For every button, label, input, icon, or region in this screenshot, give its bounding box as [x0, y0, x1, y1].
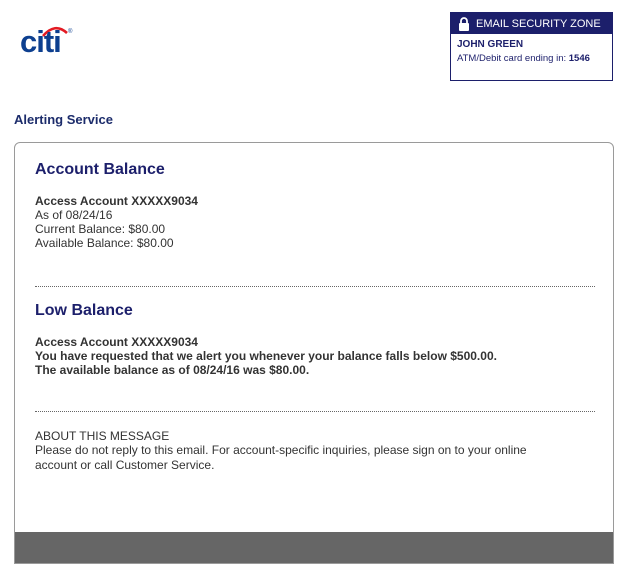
low-balance-body	[35, 335, 595, 377]
citi-logo	[20, 24, 80, 64]
low-balance-available: The available balance as of 08/24/16 was $80.00.	[35, 363, 310, 377]
low-balance-threshold: You have requested that we alert you whenever your balance falls below $500.00.	[35, 349, 497, 363]
card-ending-label: ATM/Debit card ending in:	[457, 53, 569, 64]
account-balance-section	[35, 161, 595, 250]
low-balance-title: Low Balance	[35, 302, 133, 319]
current-balance: Current Balance: $80.00	[35, 222, 166, 236]
alert-panel	[14, 142, 614, 564]
section-divider	[35, 411, 595, 412]
account-balance-title: Account Balance	[35, 161, 165, 178]
account-balance-body	[35, 194, 595, 250]
customer-name: JOHN GREEN	[457, 39, 524, 50]
low-balance-account: Access Account XXXXX9034	[35, 335, 198, 349]
about-line-2: account or call Customer Service.	[35, 458, 215, 472]
security-zone-title: EMAIL SECURITY ZONE	[476, 17, 601, 30]
section-divider	[35, 286, 595, 287]
card-ending	[451, 50, 612, 64]
about-section	[35, 429, 595, 473]
footer-bar	[15, 532, 613, 563]
low-balance-section	[35, 302, 595, 377]
card-last4: 1546	[568, 53, 590, 64]
logo-registered-mark: ®	[68, 29, 73, 35]
email-security-zone	[450, 12, 613, 81]
about-title: ABOUT THIS MESSAGE	[35, 429, 170, 443]
available-balance: Available Balance: $80.00	[35, 236, 174, 250]
about-line-1: Please do not reply to this email. For account-specific inquiries, please sign on to your online	[35, 443, 527, 457]
as-of-date: As of 08/24/16	[35, 208, 113, 222]
account-number: Access Account XXXXX9034	[35, 194, 198, 208]
lock-icon	[458, 17, 470, 31]
about-body	[35, 443, 595, 473]
service-title: Alerting Service	[14, 112, 113, 127]
logo-text: citi	[20, 24, 61, 59]
security-zone-header	[451, 13, 612, 34]
